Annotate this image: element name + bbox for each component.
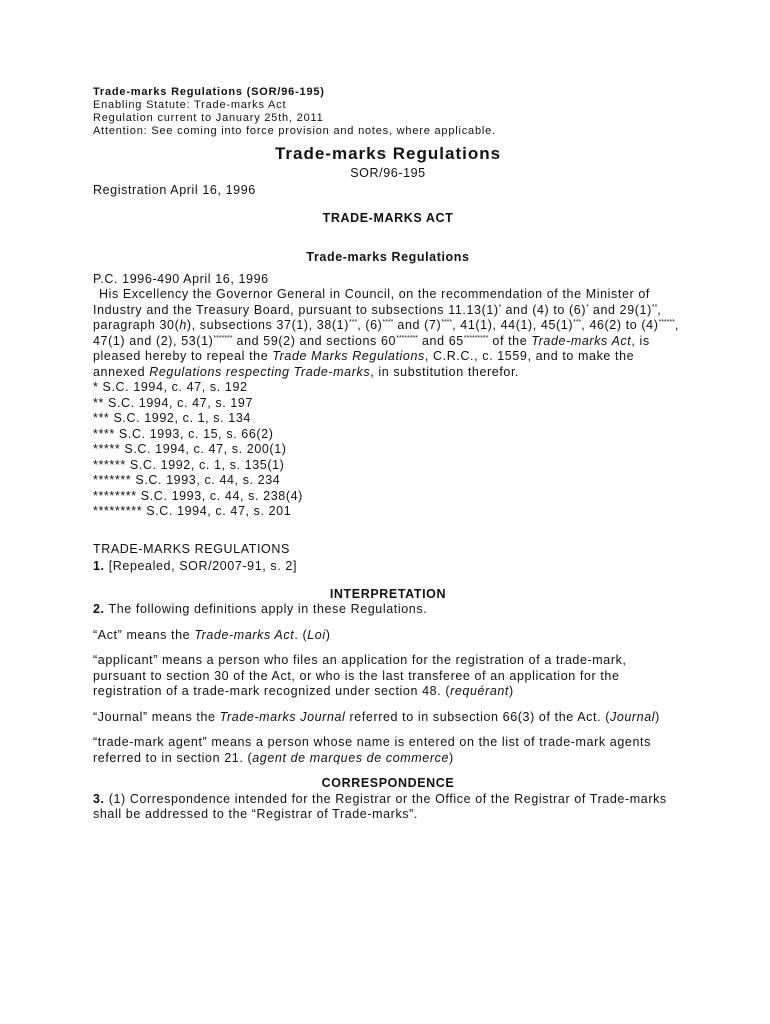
document-header [93,86,683,138]
footnote: ***** S.C. 1994, c. 47, s. 200(1) [93,442,287,456]
section-1: 1. [Repealed, SOR/2007-91, s. 2] [93,559,298,573]
regulations-subheading: Trade-marks Regulations [306,250,470,264]
footnote: ** S.C. 1994, c. 47, s. 197 [93,395,254,410]
footnote: ******* S.C. 1993, c. 44, s. 234 [93,473,281,487]
preamble: His Excellency the Governor General in Council, on the recommendation of the Minister of Industry and the Treasury Board, pursuant to subsections 11.13(1)* and (4) to (6)* and 29(1)**, paragraph 30(h), subsections 37(1), 38(1)***, (6)**** and (7)****, 41(1), 44(1), 45(1)***, 46(2) to (4)******, 47(1) and (2), 53(1)******* and 59(2) and sections 60******** and 65********* of the Trade-marks Act, is pleased hereby to repeal the Trade Marks Regulations, C.R.C., c. 1559, and to make the annexed Regulations respecting Trade-marks, in substitution therefor. [93,287,679,379]
definition-applicant: “applicant” means a person who files an application for the registration of a trade-mark, pursuant to section 30 of the Act, or who is the last transferee of an application for the registration of a trade-mark recognized under section 48. (requérant) [93,653,627,698]
header-current-date: Regulation current to January 25th, 2011 [93,112,324,124]
registration-date: Registration April 16, 1996 [93,183,256,197]
footnote: ********* S.C. 1994, c. 47, s. 201 [93,504,292,518]
footnote: ****** S.C. 1992, c. 1, s. 135(1) [93,457,285,472]
interpretation-heading: INTERPRETATION [329,586,447,601]
header-title: Trade-marks Regulations (SOR/96-195) [93,86,325,98]
section-2: 2. The following definitions apply in these Regulations. [93,602,428,616]
footnote: ******** S.C. 1993, c. 44, s. 238(4) [93,488,303,503]
footnote: * S.C. 1994, c. 47, s. 192 [93,380,248,394]
definition-journal: “Journal” means the Trade-marks Journal referred to in subsection 66(3) of the Act. (Journal) [93,709,660,724]
footnote: *** S.C. 1992, c. 1, s. 134 [93,411,251,425]
act-heading: TRADE-MARKS ACT [322,210,454,225]
section-3: 3. (1) Correspondence intended for the Registrar or the Office of the Registrar of Trade-marks shall be addressed to the “Registrar of Trade-marks”. [93,791,667,821]
page-title: Trade-marks Regulations [274,144,502,163]
privy-council-number: P.C. 1996-490 April 16, 1996 [93,271,269,286]
document-page [93,86,683,823]
correspondence-heading: CORRESPONDENCE [321,776,455,790]
footnote-list [93,380,683,520]
header-attention: Attention: See coming into force provision and notes, where applicable. [93,125,496,137]
sor-number: SOR/96-195 [350,165,426,180]
footnote: **** S.C. 1993, c. 15, s. 66(2) [93,426,274,441]
definition-trade-mark-agent: “trade-mark agent” means a person whose name is entered on the list of trade-mark agents referred to in section 21. (agent de marques de commerce) [93,735,651,765]
regulations-heading: TRADE-MARKS REGULATIONS [93,541,290,556]
definition-act: “Act” means the Trade-marks Act. (Loi) [93,627,331,642]
header-enabling-statute: Enabling Statute: Trade-marks Act [93,99,287,111]
